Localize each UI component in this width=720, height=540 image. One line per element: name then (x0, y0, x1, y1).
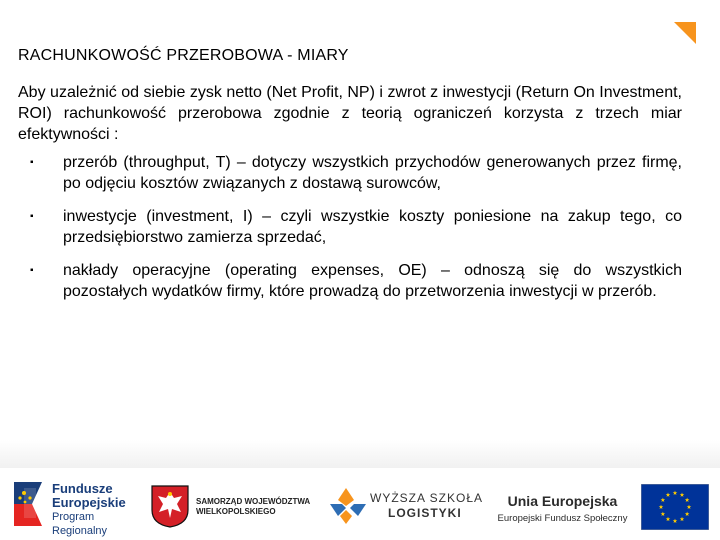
samorzad-text (196, 497, 310, 517)
eu-funds-logo-icon (12, 478, 48, 530)
wsl-line1: WYŻSZA SZKOŁA (370, 491, 484, 505)
bullet-text: nakłady operacyjne (operating expenses, OE) – odnoszą się do wszystkich pozostałych wydatków firmy, które prowadzą do przetworzenia inwestycji w przerób. (63, 262, 682, 300)
fundusze-line3: Program Regionalny (52, 511, 108, 537)
bullet-marker: ▪ (30, 211, 34, 222)
bullet-item-throughput (18, 152, 682, 194)
samorzad-line1: SAMORZĄD WOJEWÓDZTWA (196, 497, 311, 506)
eagle-crest-icon (150, 484, 190, 528)
slide-title: RACHUNKOWOŚĆ PRZEROBOWA - MIARY (18, 47, 349, 64)
bullet-list (18, 152, 682, 314)
bullet-marker: ▪ (30, 265, 34, 276)
footer-shade (0, 440, 720, 468)
fundusze-line1: Fundusze (52, 481, 113, 496)
bullet-item-operating-expenses (18, 260, 682, 302)
intro-paragraph: Aby uzależnić od siebie zysk netto (Net Profit, NP) i zwrot z inwestycji (Return On Investment, ROI) rachunkowość przerobowa zgodnie z teorią ograniczeń korzysta z trzech miar efektywności : (18, 84, 682, 143)
fundusze-line2: Europejskie (52, 495, 126, 510)
bullet-text: inwestycje (investment, I) – czyli wszystkie koszty poniesione na zakup tego, co przedsiębiorstwo zamierza sprzedać, (63, 208, 682, 246)
eu-flag-icon (641, 484, 709, 530)
unia-line1: Unia Europejska (507, 493, 618, 509)
samorzad-line2: WIELKOPOLSKIEGO (196, 507, 276, 516)
bullet-item-investment (18, 206, 682, 248)
fundusze-europejskie-logo (12, 478, 152, 537)
wsl-line2: LOGISTYKI (388, 506, 462, 520)
wsl-logo-icon (326, 486, 368, 526)
unia-line2: Europejski Fundusz Społeczny (497, 513, 628, 524)
wsl-text (370, 491, 483, 521)
fundusze-text (52, 482, 152, 538)
samorzad-wojewodztwa-logo (150, 484, 320, 528)
bullet-text: przerób (throughput, T) – dotyczy wszystkich przychodów generowanych przez firmę, po odjęciu kosztów związanych z dostawą surowców, (63, 154, 682, 192)
wyzsza-szkola-logistyki-logo (326, 486, 486, 526)
bullet-marker: ▪ (30, 157, 34, 168)
unia-europejska-logo-text (490, 492, 635, 528)
corner-accent-triangle (674, 22, 696, 44)
